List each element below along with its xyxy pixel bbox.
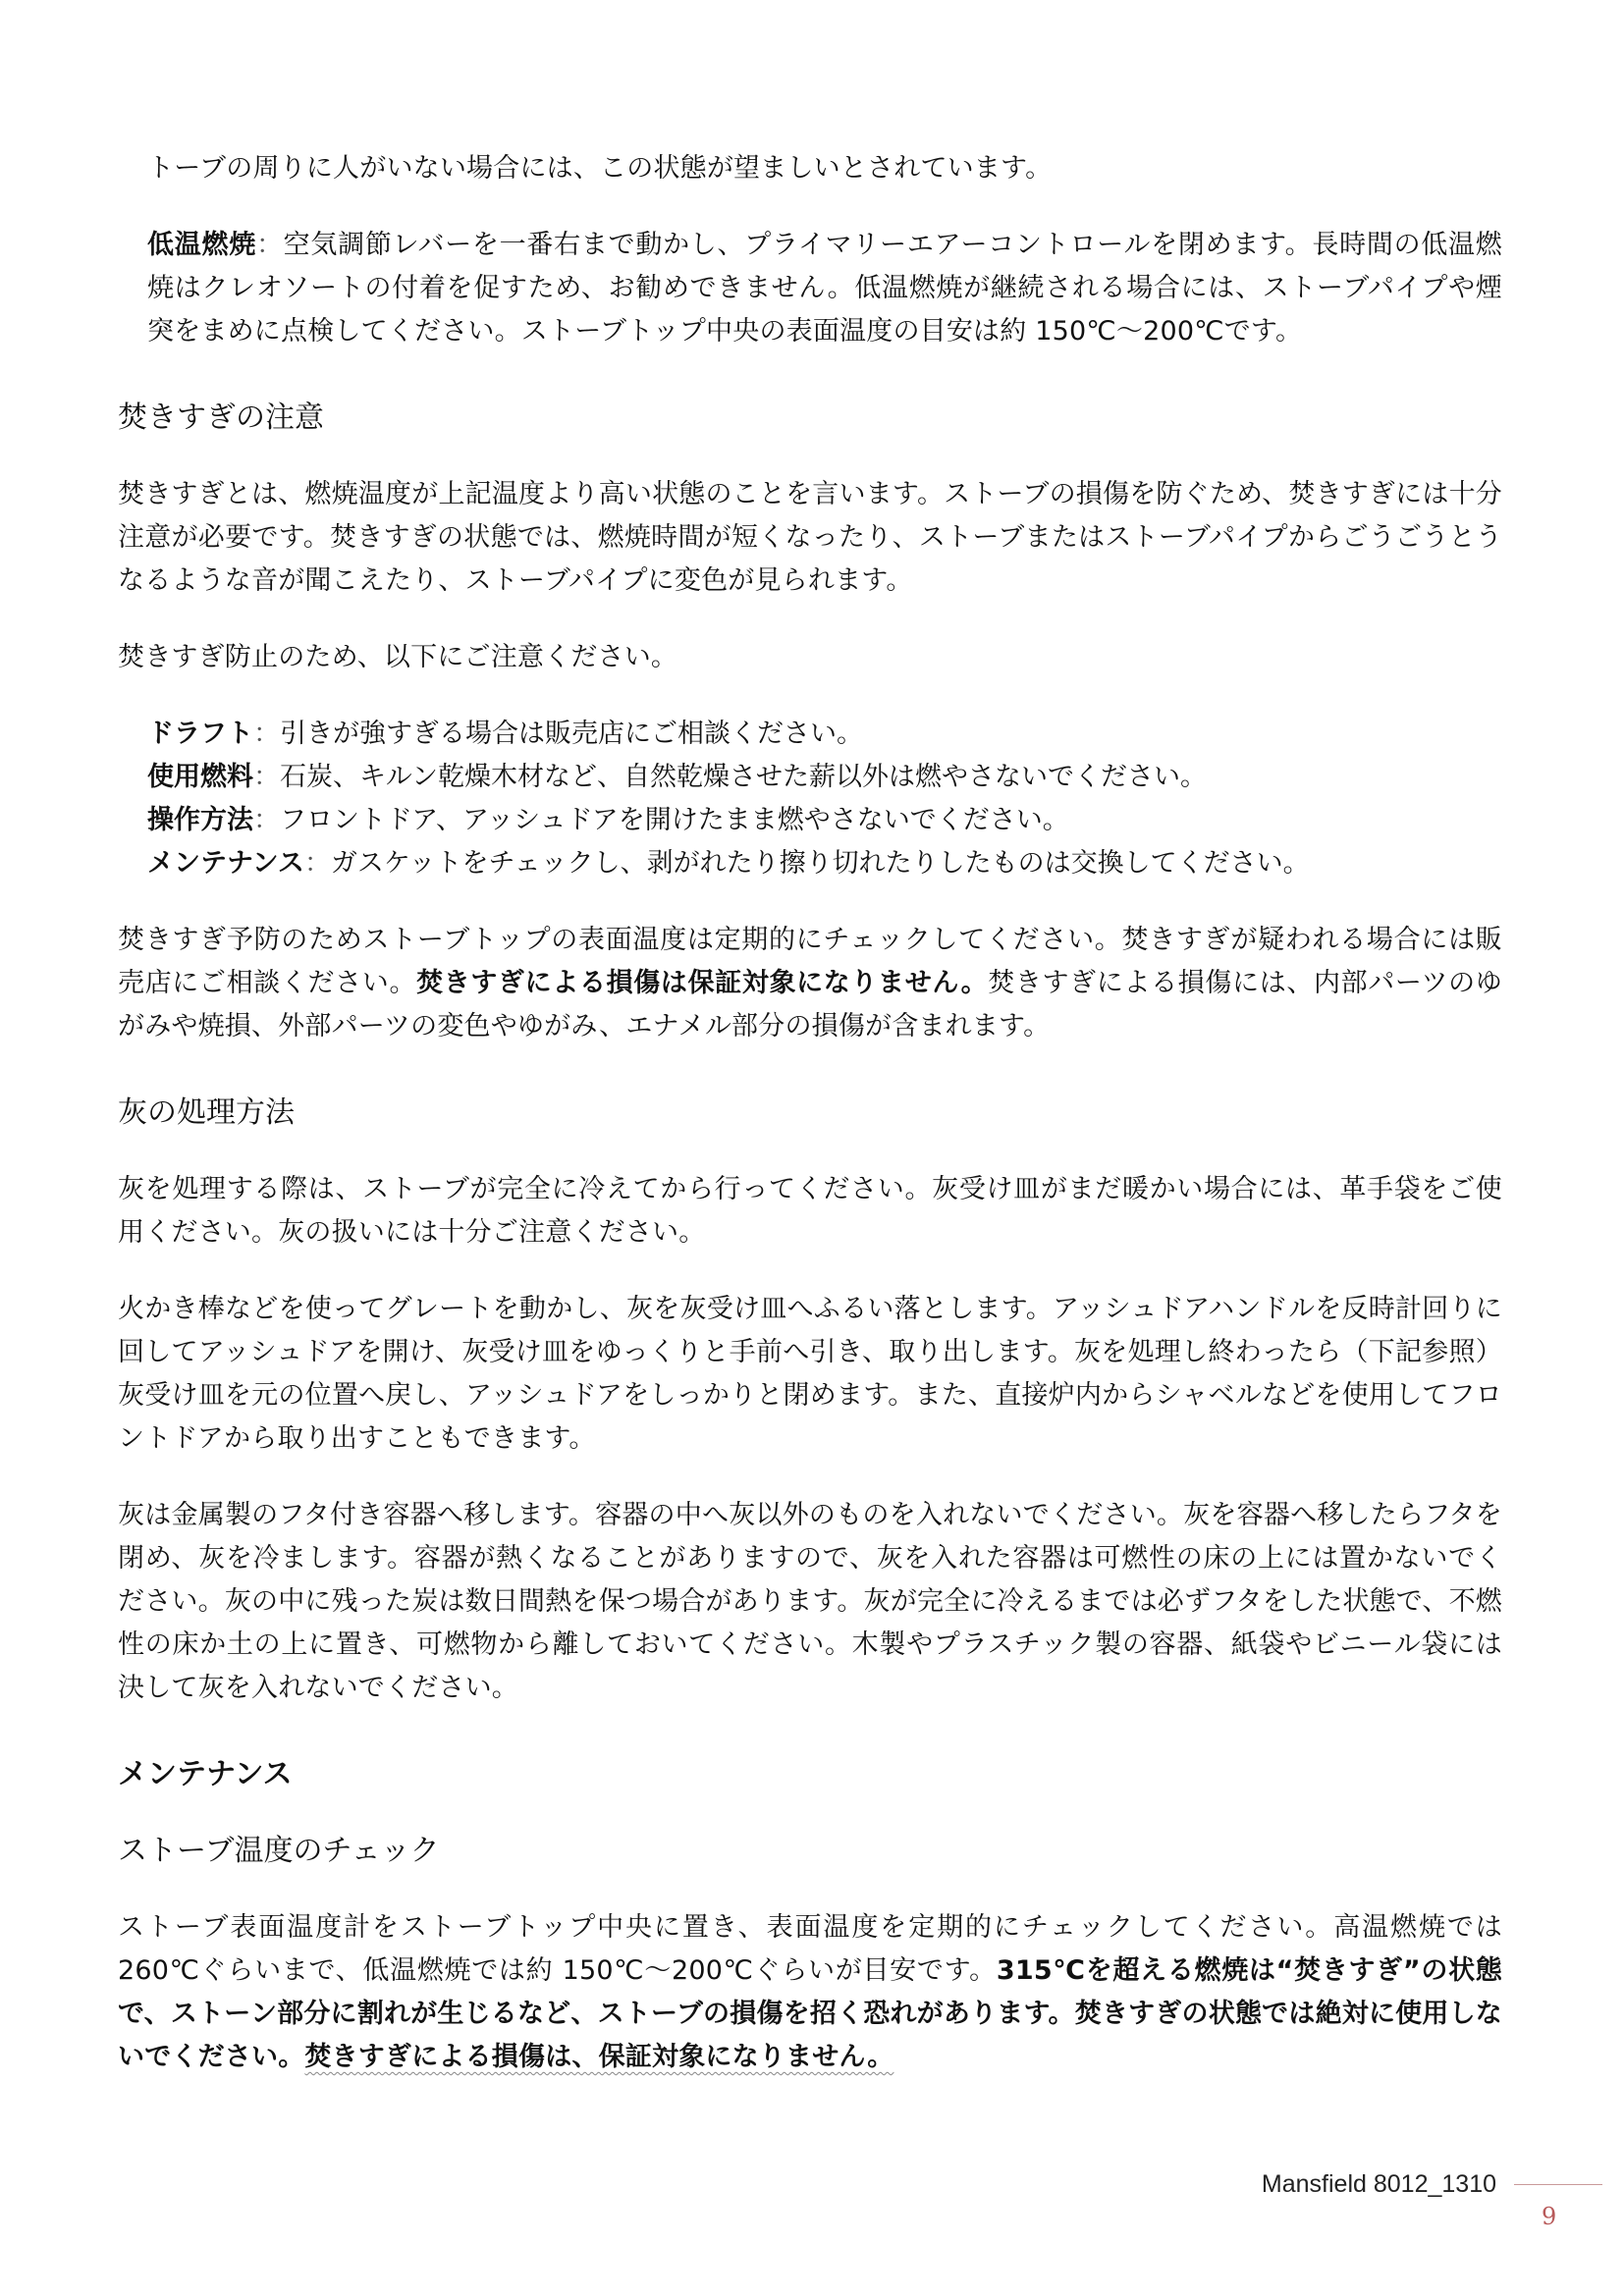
ash-heading: 灰の処理方法	[118, 1095, 295, 1130]
warranty-warning-underlined: 焚きすぎによる損傷は、保証対象になりません。	[304, 2042, 894, 2072]
intro-carryover-text: トーブの周りに人がいない場合には、この状態が望ましいとされています。	[147, 153, 1053, 184]
overfire-list-item	[118, 842, 1502, 885]
temperature-check-lead: ストーブ表面温度計をストーブトップ中央に置き、表面温度を定期的にチェックしてください。高温燃焼では 260℃ぐらいまで、低温燃焼では約 150℃～200℃ぐらいが目安です。	[118, 1912, 1502, 1986]
list-item-term: 使用燃料	[147, 762, 253, 792]
list-item-separator: ：	[253, 762, 280, 792]
overfire-paragraph-1: 焚きすぎとは、燃焼温度が上記温度より高い状態のことを言います。ストーブの損傷を防ぐため、焚きすぎには十分注意が必要です。焚きすぎの状態では、燃焼時間が短くなったり、ストーブまたはストーブパイプからごうごうとうなるような音が聞こえたり、ストーブパイプに変色が見られます。	[118, 479, 1502, 596]
overfire-heading: 焚きすぎの注意	[118, 400, 324, 435]
list-item-term: メンテナンス	[147, 848, 304, 879]
list-item-text: 引きが強すぎる場合は販売店にご相談ください。	[280, 719, 863, 749]
list-item-separator: ：	[303, 848, 331, 879]
page-number: 9	[1542, 2203, 1557, 2230]
ash-paragraph-1: 灰を処理する際は、ストーブが完全に冷えてから行ってください。灰受け皿がまだ暖かい場合には、革手袋をご使用ください。灰の扱いには十分ご注意ください。	[118, 1174, 1502, 1248]
overfire-paragraph-3	[118, 919, 1502, 1048]
list-item-term: 操作方法	[147, 805, 253, 835]
temperature-check-subheading: ストーブ温度のチェック	[118, 1834, 440, 1868]
list-item-separator: ：	[253, 805, 280, 835]
list-item-text: フロントドア、アッシュドアを開けたまま燃やさないでください。	[280, 805, 1069, 835]
temperature-check-paragraph	[118, 1906, 1502, 2079]
list-item-text: ガスケットをチェックし、剥がれたり擦り切れたりしたものは交換してください。	[330, 848, 1310, 879]
ash-paragraph-3: 灰は金属製のフタ付き容器へ移します。容器の中へ灰以外のものを入れないでください。灰を容器へ移したらフタを閉め、灰を冷まします。容器が熱くなることがありますので、灰を入れた容器は可燃性の床の上には置かないでください。灰の中に残った炭は数日間熱を保つ場合があります。灰が完全に冷えるまでは必ずフタをした状態で、不燃性の床か土の上に置き、可燃物から離しておいてください。木製やプラスチック製の容器、紙袋やビニール袋には決して灰を入れないでください。	[118, 1500, 1502, 1703]
overfire-warning-text: 315℃を超える燃焼は“焚きすぎ”の状態で、ストーン部分に割れが生じるなど、ストーブの損傷を招く恐れがあります。焚きすぎの状態では絶対に使用しないでください。	[118, 1955, 1502, 2072]
list-item-text: 石炭、キルン乾燥木材など、自然乾燥させた薪以外は燃やさないでください。	[280, 762, 1208, 792]
overfire-paragraph-2: 焚きすぎ防止のため、以下にご注意ください。	[118, 642, 678, 672]
document-reference: Mansfield 8012_1310	[1261, 2170, 1496, 2198]
overfire-paragraph-3-tail: 焚きすぎによる損傷には、内部パーツのゆがみや焼損、外部パーツの変色やゆがみ、エナメル部分の損傷が含まれます。	[118, 968, 1502, 1041]
overfire-list-item	[118, 756, 1502, 799]
low-burn-separator: ：	[255, 230, 284, 260]
maintenance-heading: メンテナンス	[118, 1757, 293, 1791]
overfire-list-item	[118, 713, 1502, 756]
overfire-paragraph-3-lead: 焚きすぎ予防のためストーブトップの表面温度は定期的にチェックしてください。焚きすぎが疑われる場合には販売店にご相談ください。	[118, 925, 1502, 998]
page-content	[118, 147, 1502, 2079]
overfire-list-item	[118, 799, 1502, 842]
page-footer	[0, 2167, 1624, 2246]
footer-rule	[1514, 2184, 1602, 2185]
warranty-exclusion-text: 焚きすぎによる損傷は保証対象になりません。	[416, 968, 989, 998]
list-item-separator: ：	[253, 719, 280, 749]
low-burn-paragraph	[118, 224, 1502, 353]
low-burn-text: 空気調節レバーを一番右まで動かし、プライマリーエアーコントロールを閉めます。長時間の低温燃焼はクレオソートの付着を促すため、お勧めできません。低温燃焼が継続される場合には、ストーブパイプや煙突をまめに点検してください。ストーブトップ中央の表面温度の目安は約 150℃～200℃です。	[147, 230, 1502, 347]
list-item-term: ドラフト	[147, 719, 253, 749]
low-burn-term: 低温燃焼	[147, 230, 256, 260]
ash-paragraph-2: 火かき棒などを使ってグレートを動かし、灰を灰受け皿へふるい落とします。アッシュドアハンドルを反時計回りに回してアッシュドアを開け、灰受け皿をゆっくりと手前へ引き、取り出します。灰を処理し終わったら（下記参照）灰受け皿を元の位置へ戻し、アッシュドアをしっかりと閉めます。また、直接炉内からシャベルなどを使用してフロントドアから取り出すこともできます。	[118, 1294, 1502, 1454]
